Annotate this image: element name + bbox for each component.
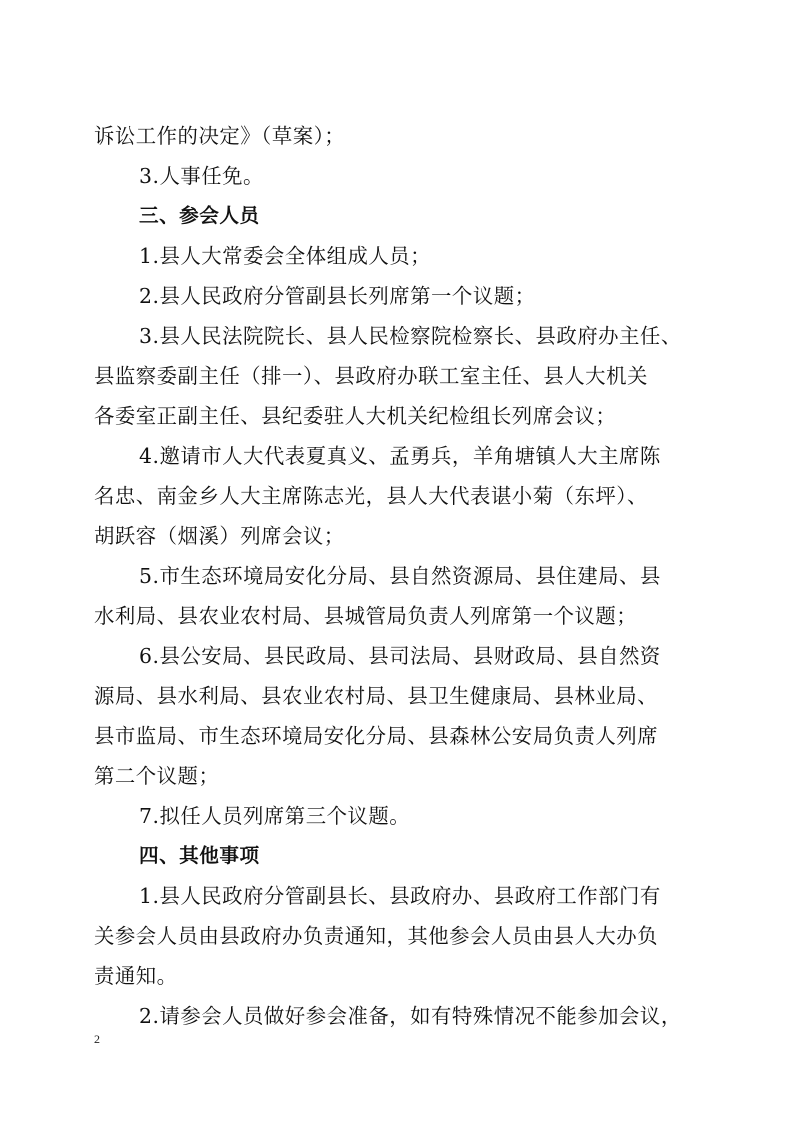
text-line: 2.请参会人员做好参会准备，如有特殊情况不能参加会议， (139, 1004, 682, 1028)
text-line: 胡跃容（烟溪）列席会议； (94, 524, 345, 548)
text-line: 责通知。 (94, 964, 178, 988)
text-line: 2.县人民政府分管副县长列席第一个议题； (139, 284, 536, 308)
text-line: 水利局、县农业农村局、县城管局负责人列席第一个议题； (94, 604, 638, 628)
text-line: 4.邀请市人大代表夏真义、孟勇兵，羊角塘镇人大主席陈 (139, 444, 661, 468)
text-line: 各委室正副主任、县纪委驻人大机关纪检组长列席会议； (94, 404, 617, 428)
text-line: 7.拟任人员列席第三个议题。 (139, 804, 411, 828)
document-body (94, 116, 694, 1036)
text-line: 1.县人民政府分管副县长、县政府办、县政府工作部门有 (139, 884, 661, 908)
text-line: 源局、县水利局、县农业农村局、县卫生健康局、县林业局、 (94, 684, 659, 708)
section-heading: 四、其他事项 (139, 844, 260, 867)
text-line: 关参会人员由县政府办负责通知，其他参会人员由县人大办负 (94, 924, 659, 948)
page-number: 2 (94, 1032, 100, 1046)
text-line: 名忠、南金乡人大主席陈志光，县人大代表谌小菊（东坪）、 (94, 484, 648, 508)
text-line: 第二个议题； (94, 764, 220, 788)
text-line: 县监察委副主任（排一）、县政府办联工室主任、县人大机关 (94, 364, 648, 388)
section-heading: 三、参会人员 (139, 204, 260, 227)
text-line: 诉讼工作的决定》（草案）； (94, 124, 346, 148)
text-line: 1.县人大常委会全体组成人员； (139, 244, 432, 268)
text-line: 3.人事任免。 (139, 164, 264, 188)
text-line: 5.市生态环境局安化分局、县自然资源局、县住建局、县 (139, 564, 661, 588)
text-line: 3.县人民法院院长、县人民检察院检察长、县政府办主任、 (139, 324, 682, 348)
text-line: 县市监局、市生态环境局安化分局、县森林公安局负责人列席 (94, 724, 659, 748)
text-line: 6.县公安局、县民政局、县司法局、县财政局、县自然资 (139, 644, 661, 668)
